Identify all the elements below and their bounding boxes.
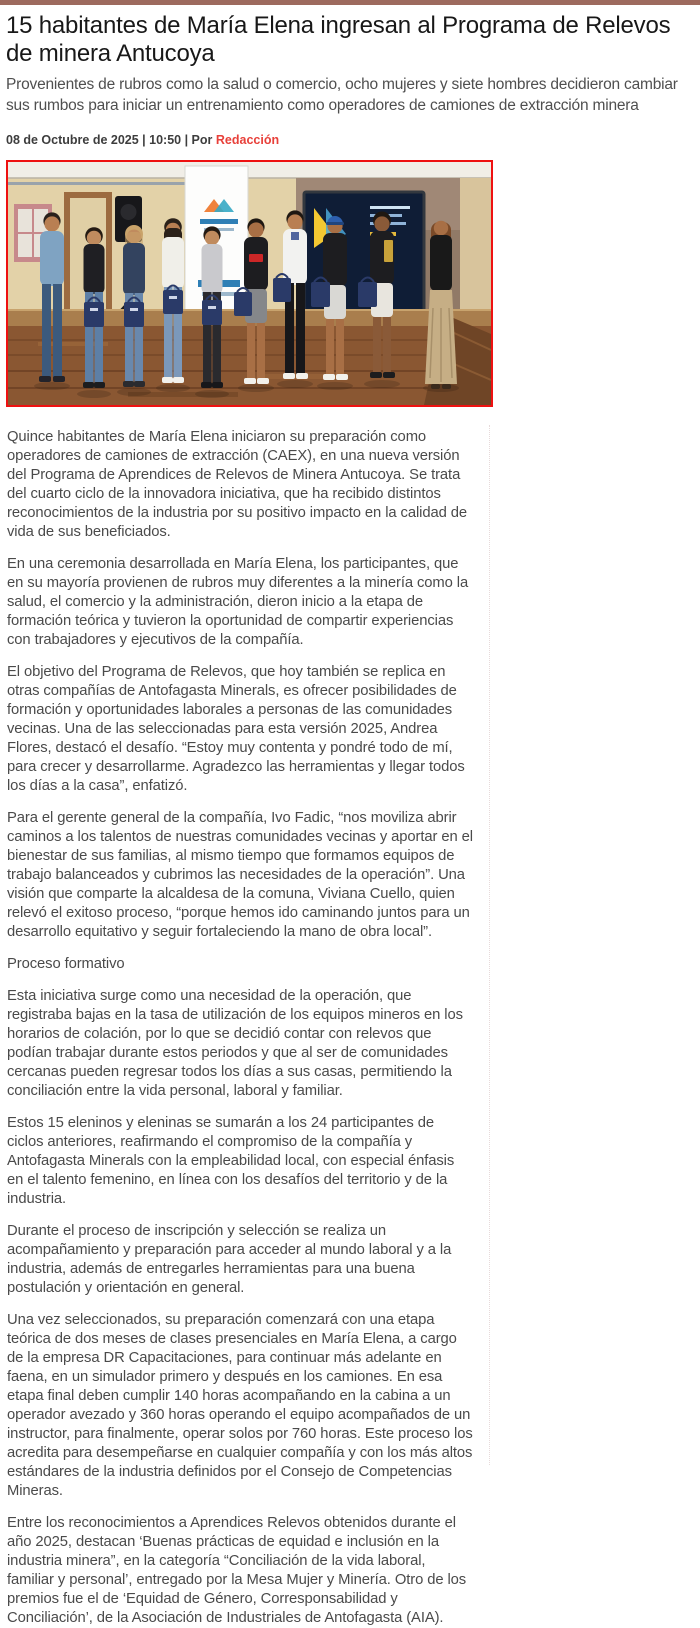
ceiling [8, 162, 491, 178]
author-link[interactable]: Redacción [215, 133, 280, 147]
byline-meta: 08 de Octubre de 2025 | 10:50 | Por [6, 133, 216, 147]
article-subtitle: Provenientes de rubros como la salud o comercio, ocho mujeres y siete hombres decidieron cambiar sus rumbos para iniciar un entrenamiento como operadores de camiones de extracción minera [6, 76, 678, 114]
article-paragraph: El objetivo del Programa de Relevos, que hoy también se replica en otras compañías de Antofagasta Minerals, es ofrecer posibilidades de formación y oportunidades laborales a personas de las comunidades vecinas. Una de las seleccionadas para esta versión 2025, Andrea Flores, destacó el desafío. “Estoy muy contenta y pondré todo de mí, para crecer y desarrollarme. Agradezco las herramientas y llegar todos los días a la casa”, enfatizó. [7, 664, 465, 794]
section-heading: Proceso formativo [7, 956, 125, 972]
article-paragraph: Estos 15 eleninos y eleninas se sumarán a los 24 participantes de ciclos anteriores, reafirmando el compromiso de la compañía y Antofagasta Minerals con la empleabilidad local, con especial énfasis en el talento femenino, en línea con los desafíos del territorio y de la industria. [7, 1115, 455, 1207]
top-accent-bar [0, 0, 700, 5]
article-paragraph: Esta iniciativa surge como una necesidad de la operación, que registraba bajas en la tasa de utilización de los equipos mineros en los horarios de colación, por lo que se decidió contar con relevos que podían trabajar durante estos periodos y que al ser de comunidades cercanas pueden regresar todos los días a sus casas, permitiendo la conciliación entre la vida personal, laboral y familiar. [7, 988, 463, 1099]
dotted-divider [489, 425, 490, 1465]
article-paragraph: Durante el proceso de inscripción y selección se realiza un acompañamiento y preparación para acceder al mundo laboral y a la industria, además de entregarles herramientas para una buena postulación y orientación en general. [7, 1223, 452, 1296]
article-photo [6, 160, 493, 407]
photo-illustration [8, 162, 491, 405]
article-paragraph: Quince habitantes de María Elena iniciaron su preparación como operadores de camiones de extracción (CAEX), en una nueva versión del Programa de Aprendices de Relevos de Minera Antucoya. Se trata del cuarto ciclo de la innovadora iniciativa, que ha recibido distintos reconocimientos de la industria por su positivo impacto en la calidad de vida de sus beneficiados. [7, 429, 467, 540]
article-paragraph: Entre los reconocimientos a Aprendices Relevos obtenidos durante el año 2025, destacan ‘Buenas prácticas de equidad e inclusión en la industria minera”, en la categoría “Conciliación de la vida laboral, familiar y personal’, entregado por la Mesa Mujer y Minería. Otro de los premios fue el de ‘Equidad de Género, Corresponsabilidad y Conciliación’, de la Asociación de Industriales de Antofagasta (AIA). [7, 1515, 467, 1626]
article-body [0, 428, 700, 1628]
article-title: 15 habitantes de María Elena ingresan al Programa de Relevos de minera Antucoya [6, 12, 671, 67]
byline [6, 133, 694, 147]
article-paragraph: Para el gerente general de la compañía, Ivo Fadic, “nos moviliza abrir caminos a los talentos de nuestras comunidades vecinas y aportar en el bienestar de sus familias, al mismo tiempo que formamos equipos de trabajo balanceados y cubrimos las necesidades de la operación”. Una visión que comparte la alcaldesa de la comuna, Viviana Cuello, quien relevó el exitoso proceso, “porque hemos ido caminando juntos para un desarrollo equitativo y seguir fortaleciendo la mano de obra local”. [7, 810, 473, 940]
article-paragraph: En una ceremonia desarrollada en María Elena, los participantes, que en su mayoría provienen de rubros muy diferentes a la minería como la salud, el comercio y la administración, dieron inicio a la etapa de formación teórica y tuvieron la oportunidad de compartir experiencias con trabajadores y ejecutivos de la compañía. [7, 556, 469, 648]
article-paragraph: Una vez seleccionados, su preparación comenzará con una etapa teórica de dos meses de clases presenciales en María Elena, a cargo de la empresa DR Capacitaciones, para continuar más adelante en faena, en un simulador primero y después en los camiones. En esa etapa final deben cumplir 140 horas acompañando en la cabina a un operador avezado y 360 horas operando el equipo acompañados de un instructor, para finalmente, operar solos por 760 horas. Este proceso los acredita para desempeñarse en cualquier compañía y con los más altos estándares de la industria definidos por el Consejo de Competencias Mineras. [7, 1312, 473, 1499]
